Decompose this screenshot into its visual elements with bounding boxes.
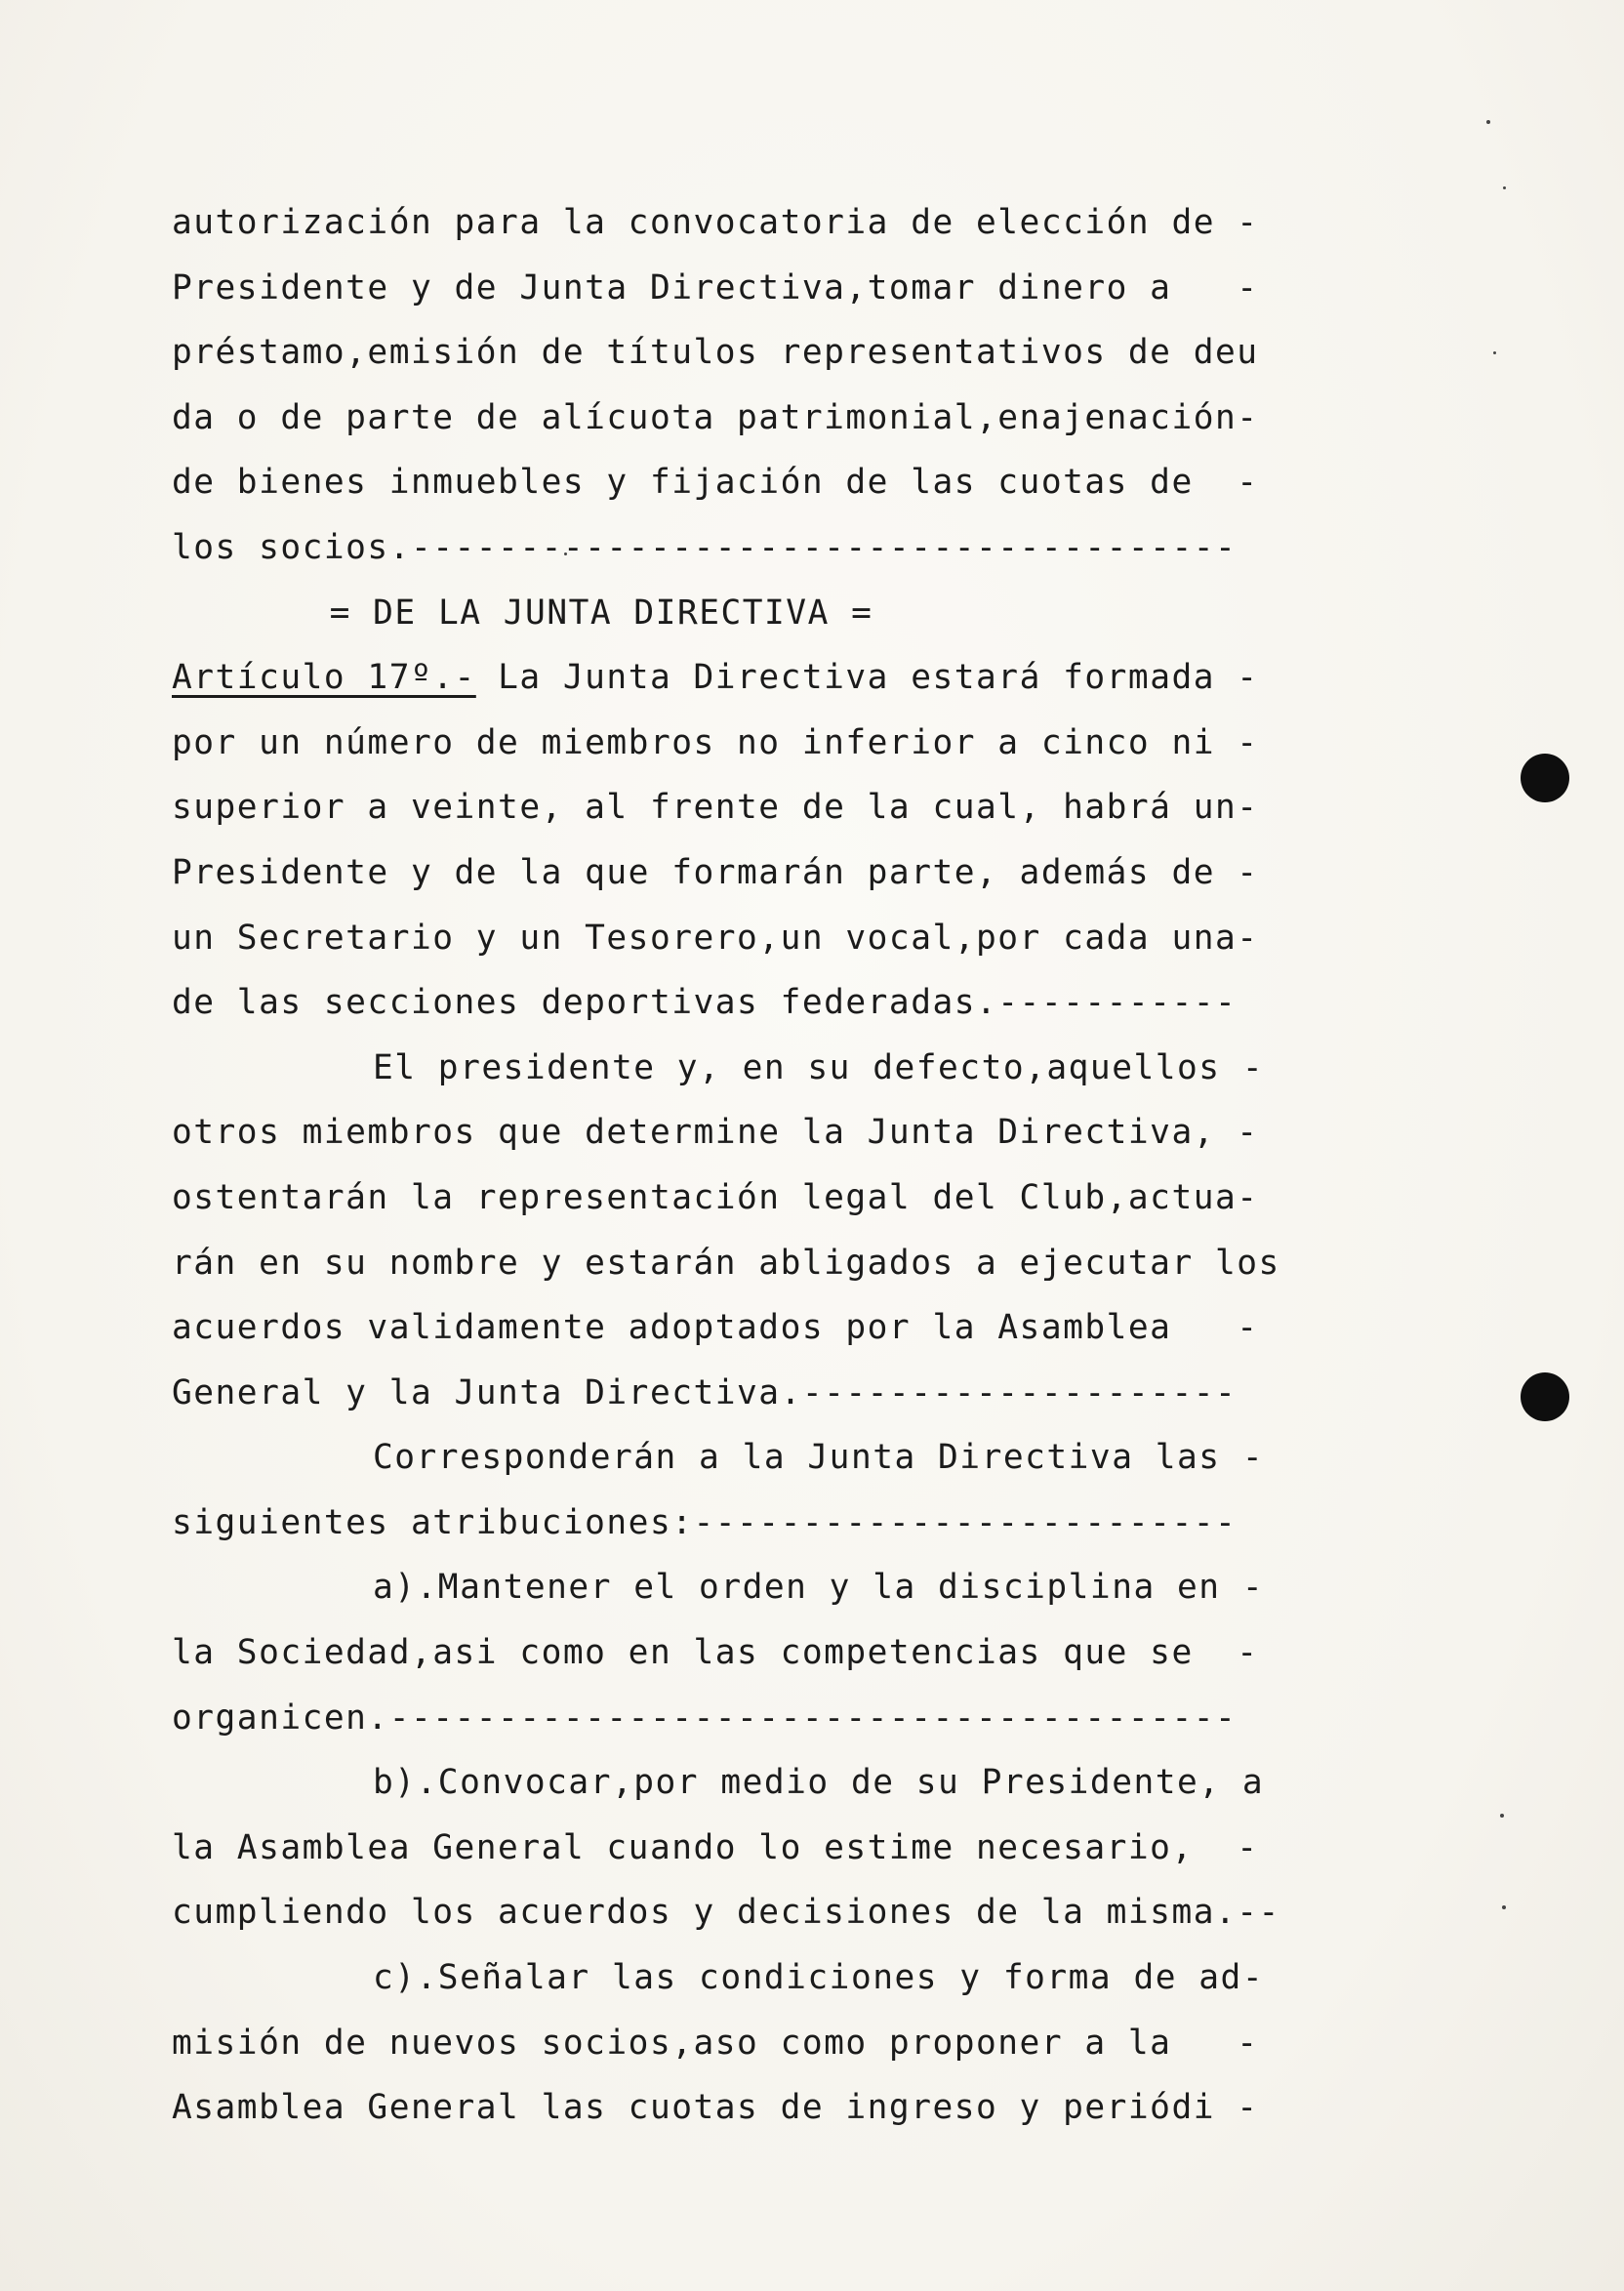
text-line: de las secciones deportivas federadas.-----------: [172, 983, 1238, 1023]
list-item-a: a).Mantener el orden y la disciplina en -: [373, 1568, 1265, 1608]
text-line: rán en su nombre y estarán abligados a ejecutar los: [172, 1243, 1280, 1283]
text-line: de bienes inmuebles y fijación de las cuotas de -: [172, 463, 1259, 503]
text-line: da o de parte de alícuota patrimonial,enajenación-: [172, 397, 1259, 437]
text-line: Presidente y de la que formarán parte, además de -: [172, 852, 1259, 892]
text-line: siguientes atribuciones:-------------------------: [172, 1502, 1238, 1542]
text-line: un Secretario y un Tesorero,un vocal,por cada una-: [172, 918, 1259, 958]
text-line: acuerdos validamente adoptados por la Asamblea -: [172, 1308, 1259, 1348]
text-line: autorización para la convocatoria de elección de -: [172, 203, 1259, 242]
text-line: superior a veinte, al frente de la cual, habrá un-: [172, 788, 1259, 828]
text-line: Presidente y de Junta Directiva,tomar dinero a -: [172, 267, 1259, 307]
article-heading: Artículo 17º.-: [172, 658, 476, 698]
punch-hole-top: [1521, 754, 1569, 802]
text-line: préstamo,emisión de títulos representativos de deu: [172, 333, 1259, 373]
list-item-c: c).Señalar las condiciones y forma de ad-: [373, 1958, 1265, 1998]
text-line: ostentarán la representación legal del Club,actua-: [172, 1177, 1259, 1217]
text-line: por un número de miembros no inferior a cinco ni -: [172, 722, 1259, 762]
text-line: la Sociedad,asi como en las competencias que se -: [172, 1633, 1259, 1673]
text-line: los socios.--------------------------------------: [172, 527, 1238, 567]
text-line: otros miembros que determine la Junta Directiva, -: [172, 1113, 1259, 1153]
section-heading: = DE LA JUNTA DIRECTIVA =: [329, 593, 873, 633]
list-item-b: b).Convocar,por medio de su Presidente, a: [373, 1763, 1265, 1803]
text-line: General y la Junta Directiva.--------------------: [172, 1372, 1238, 1412]
paragraph-start: El presidente y, en su defecto,aquellos -: [373, 1047, 1265, 1087]
punch-hole-bottom: [1521, 1372, 1569, 1421]
text-line: cumpliendo los acuerdos y decisiones de la misma.--: [172, 1893, 1280, 1933]
text-line: misión de nuevos socios,aso como proponer a la -: [172, 2023, 1259, 2063]
paragraph-start: Corresponderán a la Junta Directiva las -: [373, 1438, 1265, 1478]
article-first-line: [172, 645, 1304, 711]
text-line: Asamblea General las cuotas de ingreso y periódi -: [172, 2088, 1259, 2128]
article-first-line-text: La Junta Directiva estará formada -: [475, 658, 1259, 698]
text-line: organicen.---------------------------------------: [172, 1698, 1238, 1738]
text-line: la Asamblea General cuando lo estime necesario, -: [172, 1827, 1259, 1867]
document-body: [172, 190, 1304, 2141]
